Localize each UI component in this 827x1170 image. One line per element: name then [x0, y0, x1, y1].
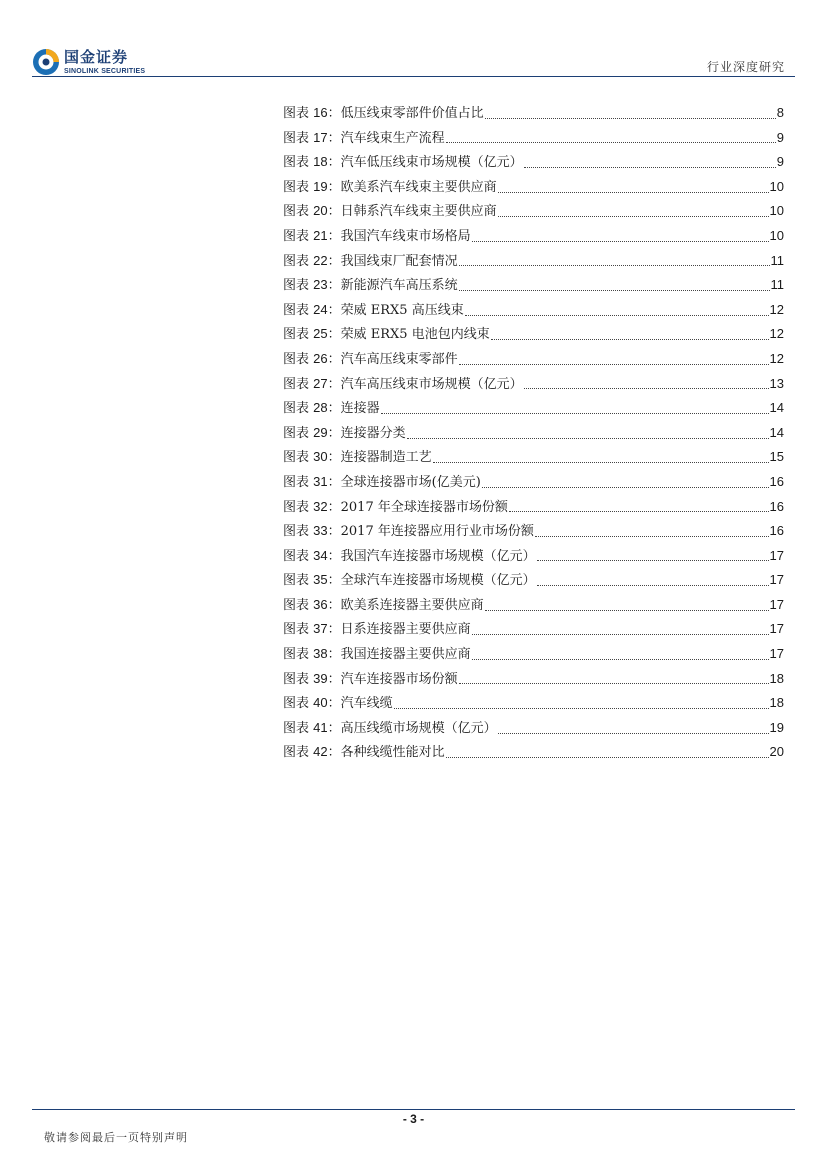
toc-entry-label: 图表: [283, 228, 310, 244]
toc-entry-number: 37: [313, 621, 328, 637]
toc-leader-dots: [524, 167, 776, 168]
toc-entry-text: 欧美系汽车线束主要供应商: [340, 179, 497, 195]
toc-entry-title: 图表 33：2017 年连接器应用行业市场份额: [283, 523, 534, 540]
toc-leader-dots: [459, 683, 769, 684]
toc-entry-title: 图表 29：连接器分类: [283, 424, 406, 441]
toc-entry-label: 图表: [283, 155, 310, 171]
toc-entry-page: 17: [769, 547, 784, 563]
toc-entry-text: 高压线缆市场规模（亿元）: [340, 720, 497, 736]
toc-entry-text: 2017 年连接器应用行业市场份额: [340, 524, 534, 540]
toc-entry-title: 图表 40：汽车线缆: [283, 695, 393, 712]
toc-entry-title: 图表 38：我国连接器主要供应商: [283, 646, 471, 663]
toc-entry-text: 汽车线缆: [340, 696, 393, 712]
toc-entry-page: 16: [769, 473, 784, 489]
toc-entry-text: 连接器分类: [340, 425, 406, 441]
toc-entry[interactable]: [283, 545, 784, 570]
toc-entry-text: 汽车低压线束市场规模（亿元）: [340, 155, 523, 171]
toc-entry-label: 图表: [283, 474, 310, 490]
toc-leader-dots: [394, 708, 769, 709]
toc-entry-text: 汽车线束生产流程: [340, 130, 445, 146]
toc-entry-text: 日系连接器主要供应商: [340, 622, 471, 638]
toc-entry-title: 图表 24：荣威 ERX5 高压线束: [283, 301, 464, 318]
toc-entry-text: 我国线束厂配套情况: [340, 253, 458, 269]
toc-entry-title: 图表 31：全球连接器市场(亿美元): [283, 473, 481, 490]
toc-entry-text: 全球汽车连接器市场规模（亿元）: [340, 573, 536, 589]
report-type-label: 行业深度研究: [706, 60, 785, 74]
toc-entry-page: 10: [769, 227, 784, 243]
toc-entry-text: 汽车连接器市场份额: [340, 671, 458, 687]
toc-entry[interactable]: [283, 274, 784, 299]
toc-entry[interactable]: [283, 348, 784, 373]
toc-entry-page: 9: [776, 154, 784, 170]
figure-index-list: [283, 102, 784, 766]
toc-entry-number: 27: [313, 375, 328, 391]
toc-entry-title: 图表 25：荣威 ERX5 电池包内线束: [283, 326, 490, 343]
toc-entry-page: 18: [769, 695, 784, 711]
footer-divider: [32, 1109, 795, 1110]
toc-entry-title: 图表 22：我国线束厂配套情况: [283, 252, 458, 269]
toc-entry[interactable]: [283, 200, 784, 225]
toc-entry-title: 图表 41：高压线缆市场规模（亿元）: [283, 719, 497, 736]
toc-entry-page: 12: [769, 301, 784, 317]
toc-entry-title: 图表 19：欧美系汽车线束主要供应商: [283, 178, 497, 195]
toc-entry-text: 2017 年全球连接器市场份额: [340, 499, 508, 515]
toc-entry-text: 日韩系汽车线束主要供应商: [340, 204, 497, 220]
toc-entry-page: 20: [769, 744, 784, 760]
toc-entry-number: 34: [313, 547, 328, 563]
toc-entry-number: 19: [313, 178, 328, 194]
toc-entry-text: 各种线缆性能对比: [340, 745, 445, 761]
toc-entry-text: 全球连接器市场(亿美元): [340, 474, 481, 490]
toc-entry-text: 汽车高压线束零部件: [340, 351, 458, 367]
toc-entry[interactable]: [283, 250, 784, 275]
toc-entry-label: 图表: [283, 696, 310, 712]
toc-entry-page: 14: [769, 424, 784, 440]
toc-entry-title: 图表 34：我国汽车连接器市场规模（亿元）: [283, 547, 536, 564]
toc-leader-dots: [485, 118, 776, 119]
toc-entry-label: 图表: [283, 597, 310, 613]
toc-entry[interactable]: [283, 176, 784, 201]
toc-entry[interactable]: [283, 741, 784, 766]
toc-entry-number: 17: [313, 129, 328, 145]
toc-entry-number: 30: [313, 449, 328, 465]
toc-entry-label: 图表: [283, 671, 310, 687]
toc-entry-title: 图表 23：新能源汽车高压系统: [283, 277, 458, 294]
toc-entry-title: 图表 37：日系连接器主要供应商: [283, 621, 471, 638]
toc-entry[interactable]: [283, 520, 784, 545]
toc-entry-number: 20: [313, 203, 328, 219]
toc-entry-text: 我国连接器主要供应商: [340, 647, 471, 663]
toc-entry-number: 36: [313, 596, 328, 612]
page-number: - 3 -: [402, 1112, 425, 1126]
toc-entry-page: 12: [769, 350, 784, 366]
toc-entry-label: 图表: [283, 204, 310, 220]
toc-entry[interactable]: [283, 323, 784, 348]
toc-entry-title: 图表 36：欧美系连接器主要供应商: [283, 596, 484, 613]
toc-entry-title: 图表 42：各种线缆性能对比: [283, 744, 445, 761]
toc-entry-label: 图表: [283, 351, 310, 367]
toc-leader-dots: [491, 339, 769, 340]
toc-entry-title: 图表 26：汽车高压线束零部件: [283, 350, 458, 367]
toc-entry-page: 9: [776, 129, 784, 145]
logo-english-name: SINOLINK SECURITIES: [64, 67, 146, 75]
toc-entry[interactable]: [283, 102, 784, 127]
toc-entry-number: 40: [313, 695, 328, 711]
toc-entry-number: 32: [313, 498, 328, 514]
toc-entry-label: 图表: [283, 253, 310, 269]
toc-entry-page: 10: [769, 203, 784, 219]
toc-entry-number: 42: [313, 744, 328, 760]
toc-entry-page: 15: [769, 449, 784, 465]
toc-entry-page: 14: [769, 400, 784, 416]
toc-leader-dots: [498, 733, 769, 734]
toc-entry[interactable]: [283, 422, 784, 447]
toc-leader-dots: [537, 585, 769, 586]
toc-entry[interactable]: [283, 692, 784, 717]
toc-leader-dots: [472, 659, 769, 660]
toc-entry[interactable]: [283, 717, 784, 742]
toc-entry-number: 26: [313, 350, 328, 366]
toc-entry-number: 33: [313, 523, 328, 539]
toc-entry[interactable]: [283, 471, 784, 496]
toc-leader-dots: [459, 364, 769, 365]
toc-leader-dots: [509, 511, 769, 512]
toc-entry-number: 23: [313, 277, 328, 293]
toc-entry-label: 图表: [283, 327, 310, 343]
toc-entry-page: 16: [769, 498, 784, 514]
toc-entry[interactable]: [283, 446, 784, 471]
toc-entry-label: 图表: [283, 130, 310, 146]
toc-leader-dots: [446, 757, 769, 758]
toc-entry-page: 17: [769, 621, 784, 637]
toc-entry-title: 图表 16：低压线束零部件价值占比: [283, 105, 484, 121]
toc-entry-number: 38: [313, 646, 328, 662]
toc-entry[interactable]: [283, 151, 784, 176]
toc-entry[interactable]: [283, 594, 784, 619]
toc-entry-page: 18: [769, 670, 784, 686]
toc-entry-number: 28: [313, 400, 328, 416]
toc-leader-dots: [407, 438, 769, 439]
toc-leader-dots: [524, 388, 769, 389]
toc-entry-text: 荣威 ERX5 高压线束: [340, 302, 464, 318]
toc-entry-page: 11: [770, 277, 784, 293]
toc-leader-dots: [433, 462, 769, 463]
disclaimer-note: 敬请参阅最后一页特别声明: [44, 1131, 188, 1144]
toc-entry-title: 图表 17：汽车线束生产流程: [283, 129, 445, 146]
toc-entry-text: 连接器制造工艺: [340, 450, 432, 466]
logo-chinese-name: 国金证券: [64, 47, 129, 66]
toc-entry-text: 我国汽车线束市场格局: [340, 228, 471, 244]
toc-entry-label: 图表: [283, 179, 310, 195]
toc-entry-title: 图表 21：我国汽车线束市场格局: [283, 227, 471, 244]
toc-entry-number: 22: [313, 252, 328, 268]
toc-entry-label: 图表: [283, 745, 310, 761]
toc-entry-label: 图表: [283, 401, 310, 417]
toc-entry-page: 19: [769, 719, 784, 735]
toc-entry[interactable]: [283, 373, 784, 398]
toc-entry-label: 图表: [283, 524, 310, 540]
toc-entry-label: 图表: [283, 573, 310, 589]
toc-entry-page: 17: [769, 572, 784, 588]
sinolink-logo-icon: [32, 48, 60, 76]
toc-entry-text: 我国汽车连接器市场规模（亿元）: [340, 548, 536, 564]
toc-entry-number: 35: [313, 572, 328, 588]
toc-entry-text: 荣威 ERX5 电池包内线束: [340, 327, 490, 343]
toc-entry[interactable]: [283, 618, 784, 643]
toc-entry-label: 图表: [283, 450, 310, 466]
toc-entry-label: 图表: [283, 647, 310, 663]
toc-entry-text: 欧美系连接器主要供应商: [340, 597, 484, 613]
toc-entry-title: 图表 35：全球汽车连接器市场规模（亿元）: [283, 572, 536, 589]
toc-leader-dots: [482, 487, 769, 488]
toc-entry[interactable]: [283, 397, 784, 422]
toc-entry[interactable]: [283, 569, 784, 594]
toc-entry-title: 图表 18：汽车低压线束市场规模（亿元）: [283, 154, 523, 171]
toc-entry-title: 图表 39：汽车连接器市场份额: [283, 670, 458, 687]
toc-entry-number: 39: [313, 670, 328, 686]
toc-leader-dots: [485, 610, 769, 611]
toc-leader-dots: [459, 290, 770, 291]
toc-entry-label: 图表: [283, 106, 310, 121]
toc-leader-dots: [537, 560, 769, 561]
toc-entry-number: 41: [313, 719, 328, 735]
toc-entry-title: 图表 30：连接器制造工艺: [283, 449, 432, 466]
toc-entry[interactable]: [283, 668, 784, 693]
toc-entry[interactable]: [283, 643, 784, 668]
toc-entry-label: 图表: [283, 720, 310, 736]
toc-entry-page: 8: [776, 105, 784, 120]
toc-entry-page: 17: [769, 646, 784, 662]
toc-entry-text: 低压线束零部件价值占比: [340, 106, 484, 121]
toc-entry-title: 图表 27：汽车高压线束市场规模（亿元）: [283, 375, 523, 392]
toc-entry-label: 图表: [283, 548, 310, 564]
header-divider: [32, 76, 795, 77]
toc-entry-title: 图表 28：连接器: [283, 400, 380, 417]
toc-entry[interactable]: [283, 127, 784, 152]
toc-leader-dots: [498, 216, 769, 217]
toc-entry-page: 13: [769, 375, 784, 391]
toc-entry[interactable]: [283, 225, 784, 250]
toc-entry-text: 汽车高压线束市场规模（亿元）: [340, 376, 523, 392]
toc-entry-page: 11: [770, 252, 784, 268]
toc-entry[interactable]: [283, 299, 784, 324]
toc-entry-label: 图表: [283, 302, 310, 318]
toc-entry-number: 25: [313, 326, 328, 342]
toc-entry-label: 图表: [283, 278, 310, 294]
toc-entry-label: 图表: [283, 622, 310, 638]
toc-leader-dots: [446, 142, 776, 143]
toc-leader-dots: [535, 536, 769, 537]
toc-entry-label: 图表: [283, 425, 310, 441]
toc-entry-page: 12: [769, 326, 784, 342]
toc-entry-number: 24: [313, 301, 328, 317]
company-logo: [32, 48, 145, 76]
toc-leader-dots: [381, 413, 769, 414]
toc-entry-label: 图表: [283, 499, 310, 515]
toc-entry-title: 图表 20：日韩系汽车线束主要供应商: [283, 203, 497, 220]
toc-entry-text: 连接器: [340, 401, 380, 417]
toc-entry-number: 21: [313, 227, 328, 243]
toc-entry-page: 16: [769, 523, 784, 539]
toc-leader-dots: [498, 192, 769, 193]
toc-entry-number: 29: [313, 424, 328, 440]
toc-entry-number: 18: [313, 154, 328, 170]
toc-leader-dots: [459, 265, 770, 266]
toc-leader-dots: [472, 241, 769, 242]
toc-entry-label: 图表: [283, 376, 310, 392]
toc-leader-dots: [465, 315, 769, 316]
toc-entry-page: 10: [769, 178, 784, 194]
toc-entry-number: 31: [313, 473, 328, 489]
toc-entry-text: 新能源汽车高压系统: [340, 278, 458, 294]
toc-leader-dots: [472, 634, 769, 635]
toc-entry-title: 图表 32：2017 年全球连接器市场份额: [283, 498, 508, 515]
toc-entry[interactable]: [283, 496, 784, 521]
toc-entry-number: 16: [313, 105, 328, 120]
toc-entry-page: 17: [769, 596, 784, 612]
